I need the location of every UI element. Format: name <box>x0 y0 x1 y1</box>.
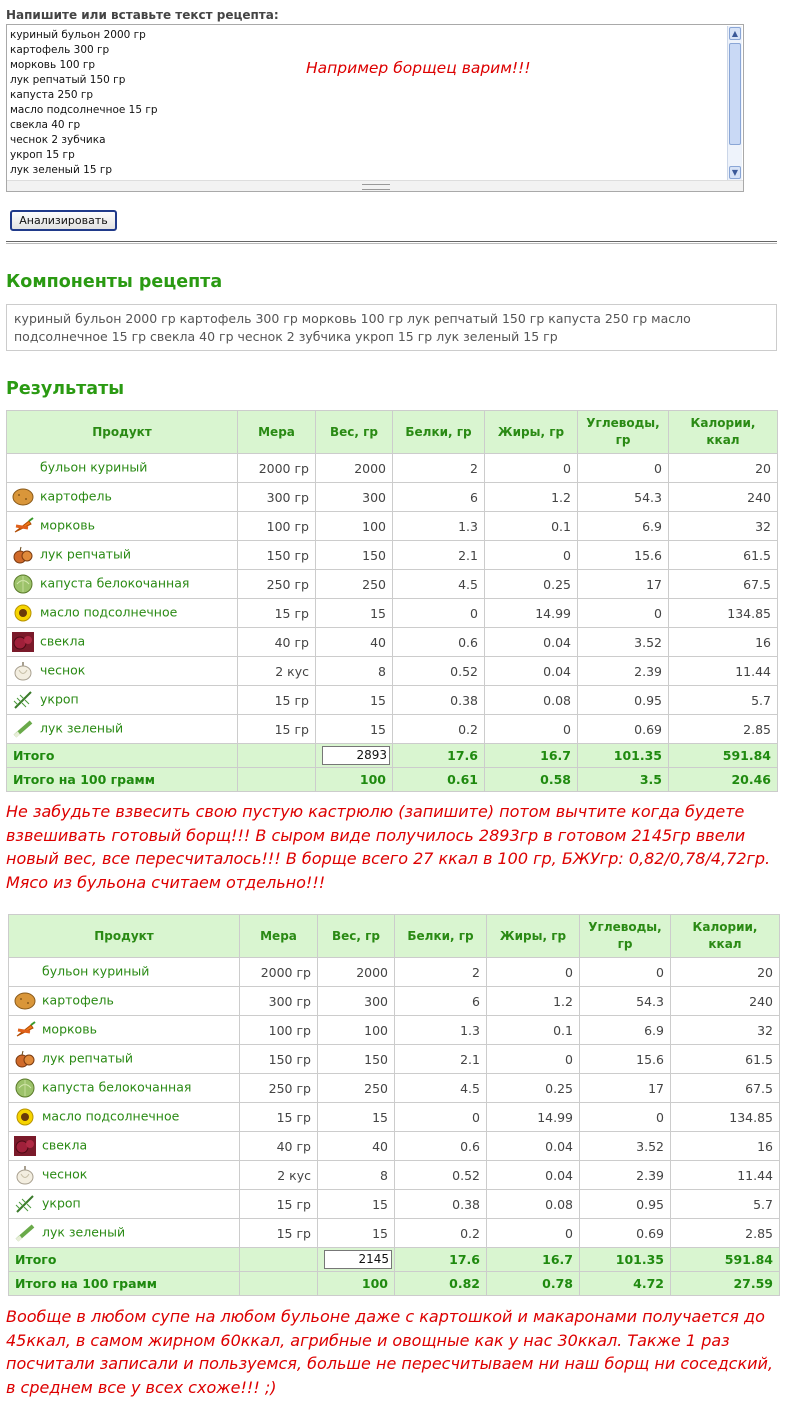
protein-cell: 0.2 <box>395 1219 487 1248</box>
product-cell <box>9 1219 240 1248</box>
note-1: Не забудьте взвесить свою пустую кастрюлю (запишите) потом вычтите когда будете взвешивать готовый борщ!!! В сыром виде получилось 2893гр в готовом 2145гр ввели новый вес, все пересчиталось!!! В борще всего 27 ккал в 100 гр, БЖУгр: 0,82/0,78/4,72гр. Мясо из бульона считаем отдельно!!! <box>6 802 771 892</box>
textarea-resize-grip[interactable] <box>7 180 743 191</box>
analyze-button[interactable]: Анализировать <box>10 210 117 231</box>
product-cell <box>9 1161 240 1190</box>
protein-cell: 4.5 <box>393 570 485 599</box>
dill-icon <box>14 1194 36 1214</box>
protein-cell: 0.52 <box>393 657 485 686</box>
scroll-down-icon[interactable]: ▼ <box>729 166 741 179</box>
recipe-line: свекла 40 гр <box>10 119 81 131</box>
protein-cell: 6 <box>395 987 487 1016</box>
carbs-cell: 0.95 <box>580 1190 671 1219</box>
kcal-cell: 2.85 <box>671 1219 780 1248</box>
carbs-cell: 54.3 <box>578 483 669 512</box>
kcal-cell: 240 <box>671 987 780 1016</box>
col-kcal-header: Калории, ккал <box>671 915 780 958</box>
weight-cell: 15 <box>318 1190 395 1219</box>
per100-kcal: 27.59 <box>671 1272 780 1296</box>
col-measure-header: Мера <box>240 915 318 958</box>
kcal-cell: 2.85 <box>669 715 778 744</box>
protein-cell: 4.5 <box>395 1074 487 1103</box>
kcal-cell: 32 <box>669 512 778 541</box>
fat-cell: 0.04 <box>487 1161 580 1190</box>
weight-cell: 250 <box>316 570 393 599</box>
fat-cell: 0 <box>487 1045 580 1074</box>
col-product-header: Продукт <box>9 915 240 958</box>
example-note: Например борщец варим!!! <box>306 59 531 77</box>
col-protein-header: Белки, гр <box>395 915 487 958</box>
protein-cell: 6 <box>393 483 485 512</box>
table-row <box>9 1074 780 1103</box>
cabbage-icon <box>12 574 34 594</box>
per100-label: Итого на 100 грамм <box>7 768 238 792</box>
table-row <box>9 1045 780 1074</box>
col-kcal-header: Калории, ккал <box>669 411 778 454</box>
fat-cell: 0.1 <box>487 1016 580 1045</box>
product-name-link[interactable]: укроп <box>42 1195 81 1211</box>
col-measure-header: Мера <box>238 411 316 454</box>
protein-cell: 0 <box>393 599 485 628</box>
table-row <box>9 987 780 1016</box>
per100-kcal: 20.46 <box>669 768 778 792</box>
carbs-cell: 15.6 <box>578 541 669 570</box>
product-name-link[interactable]: лук зеленый <box>40 720 124 736</box>
product-cell <box>7 483 238 512</box>
product-cell <box>9 987 240 1016</box>
table-row <box>9 958 780 987</box>
weight-cell: 15 <box>316 715 393 744</box>
carbs-cell: 0.69 <box>578 715 669 744</box>
protein-cell: 0.2 <box>393 715 485 744</box>
col-weight-header: Вес, гр <box>318 915 395 958</box>
divider <box>6 241 777 244</box>
product-name-link[interactable]: лук репчатый <box>40 546 132 562</box>
kcal-cell: 5.7 <box>671 1190 780 1219</box>
product-cell <box>7 541 238 570</box>
recipe-line: лук зеленый 15 гр <box>10 164 113 176</box>
weight-cell: 15 <box>318 1103 395 1132</box>
measure-cell: 2000 гр <box>240 958 318 987</box>
product-name-link[interactable]: капуста белокочанная <box>42 1079 192 1095</box>
product-cell <box>7 628 238 657</box>
kcal-cell: 11.44 <box>669 657 778 686</box>
total-kcal: 591.84 <box>669 744 778 768</box>
measure-cell: 2000 гр <box>238 454 316 483</box>
measure-cell: 250 гр <box>238 570 316 599</box>
sunflower-oil-icon <box>12 603 34 623</box>
product-cell <box>7 512 238 541</box>
recipe-line: масло подсолнечное 15 гр <box>10 104 158 116</box>
measure-cell: 15 гр <box>238 599 316 628</box>
protein-cell: 2 <box>395 958 487 987</box>
fat-cell: 0 <box>485 541 578 570</box>
product-name-link[interactable]: бульон куриный <box>40 459 148 475</box>
beet-icon <box>12 632 34 652</box>
recipe-input-label: Напишите или вставьте текст рецепта: <box>6 8 279 22</box>
carbs-cell: 2.39 <box>580 1161 671 1190</box>
product-name-link[interactable]: лук зеленый <box>42 1224 126 1240</box>
fat-cell: 0.08 <box>485 686 578 715</box>
kcal-cell: 240 <box>669 483 778 512</box>
fat-cell: 14.99 <box>485 599 578 628</box>
kcal-cell: 16 <box>669 628 778 657</box>
measure-cell: 100 гр <box>240 1016 318 1045</box>
product-cell <box>7 715 238 744</box>
product-name-link[interactable]: укроп <box>40 691 79 707</box>
measure-cell: 15 гр <box>238 686 316 715</box>
measure-cell: 250 гр <box>240 1074 318 1103</box>
per100-row <box>7 768 778 792</box>
garlic-icon <box>12 661 34 681</box>
measure-cell: 15 гр <box>240 1103 318 1132</box>
col-fat-header: Жиры, гр <box>487 915 580 958</box>
col-carbs-header: Углеводы, гр <box>580 915 671 958</box>
product-name-link[interactable]: морковь <box>40 517 95 533</box>
total-protein: 17.6 <box>395 1248 487 1272</box>
table-row <box>7 570 778 599</box>
sunflower-oil-icon <box>14 1107 36 1127</box>
fat-cell: 0 <box>487 958 580 987</box>
weight-cell: 40 <box>316 628 393 657</box>
protein-cell: 1.3 <box>393 512 485 541</box>
scroll-thumb[interactable] <box>729 43 741 145</box>
per100-fat: 0.78 <box>487 1272 580 1296</box>
protein-cell: 0.6 <box>393 628 485 657</box>
fat-cell: 0.1 <box>485 512 578 541</box>
protein-cell: 0.6 <box>395 1132 487 1161</box>
weight-cell: 2000 <box>318 958 395 987</box>
kcal-cell: 67.5 <box>671 1074 780 1103</box>
carbs-cell: 0 <box>580 1103 671 1132</box>
recipe-line: чеснок 2 зубчика <box>10 134 106 146</box>
recipe-line: укроп 15 гр <box>10 149 75 161</box>
weight-cell: 15 <box>316 686 393 715</box>
product-name-link[interactable]: картофель <box>42 992 114 1008</box>
measure-cell: 300 гр <box>240 987 318 1016</box>
weight-cell: 15 <box>318 1219 395 1248</box>
kcal-cell: 67.5 <box>669 570 778 599</box>
protein-cell: 0 <box>395 1103 487 1132</box>
carbs-cell: 6.9 <box>580 1016 671 1045</box>
recipe-line: лук репчатый 150 гр <box>10 74 126 86</box>
col-carbs-header: Углеводы, гр <box>578 411 669 454</box>
protein-cell: 0.38 <box>393 686 485 715</box>
total-kcal: 591.84 <box>671 1248 780 1272</box>
carbs-cell: 0 <box>580 958 671 987</box>
carbs-cell: 0.95 <box>578 686 669 715</box>
total-row <box>9 1248 780 1272</box>
total-weight-input[interactable]: 2893 <box>322 746 390 765</box>
green-onion-icon <box>12 719 34 739</box>
kcal-cell: 20 <box>669 454 778 483</box>
recipe-textarea-content[interactable] <box>10 28 726 180</box>
product-name-link[interactable]: чеснок <box>40 662 86 678</box>
product-name-link[interactable]: морковь <box>42 1021 97 1037</box>
weight-cell: 8 <box>318 1161 395 1190</box>
fat-cell: 0.25 <box>485 570 578 599</box>
total-carbs: 101.35 <box>580 1248 671 1272</box>
weight-cell: 300 <box>318 987 395 1016</box>
table-row <box>7 541 778 570</box>
carbs-cell: 0 <box>578 454 669 483</box>
table-row <box>7 686 778 715</box>
weight-cell: 250 <box>318 1074 395 1103</box>
weight-cell: 2000 <box>316 454 393 483</box>
total-fat: 16.7 <box>487 1248 580 1272</box>
measure-cell: 40 гр <box>238 628 316 657</box>
per100-protein: 0.82 <box>395 1272 487 1296</box>
results-table-2 <box>8 914 780 1296</box>
table-row <box>9 1190 780 1219</box>
results-title: Результаты <box>6 379 125 399</box>
results-table-1 <box>6 410 778 792</box>
measure-cell: 300 гр <box>238 483 316 512</box>
protein-cell: 2.1 <box>393 541 485 570</box>
carrot-icon <box>14 1020 36 1040</box>
table-row <box>9 1103 780 1132</box>
per100-weight: 100 <box>318 1272 395 1296</box>
measure-cell: 150 гр <box>238 541 316 570</box>
product-name-link[interactable]: картофель <box>40 488 112 504</box>
protein-cell: 2 <box>393 454 485 483</box>
measure-cell: 15 гр <box>240 1190 318 1219</box>
table-row <box>7 454 778 483</box>
total-row <box>7 744 778 768</box>
potato-icon <box>14 991 36 1011</box>
fat-cell: 1.2 <box>485 483 578 512</box>
components-text: куриный бульон 2000 гр картофель 300 гр морковь 100 гр лук репчатый 150 гр капуста 250 гр масло подсолнечное 15 гр свекла 40 гр чеснок 2 зубчика укроп 15 гр лук зеленый 15 гр <box>6 304 777 351</box>
kcal-cell: 20 <box>671 958 780 987</box>
carbs-cell: 54.3 <box>580 987 671 1016</box>
kcal-cell: 61.5 <box>671 1045 780 1074</box>
weight-cell: 15 <box>316 599 393 628</box>
carbs-cell: 15.6 <box>580 1045 671 1074</box>
col-weight-header: Вес, гр <box>316 411 393 454</box>
product-cell <box>7 570 238 599</box>
per100-weight: 100 <box>316 768 393 792</box>
fat-cell: 0 <box>485 454 578 483</box>
carbs-cell: 3.52 <box>580 1132 671 1161</box>
weight-cell: 100 <box>316 512 393 541</box>
protein-cell: 0.52 <box>395 1161 487 1190</box>
per100-carbs: 4.72 <box>580 1272 671 1296</box>
fat-cell: 0.08 <box>487 1190 580 1219</box>
carbs-cell: 0 <box>578 599 669 628</box>
protein-cell: 0.38 <box>395 1190 487 1219</box>
carrot-icon <box>12 516 34 536</box>
product-cell <box>7 454 238 483</box>
recipe-line: куриный бульон 2000 гр <box>10 29 146 41</box>
col-fat-header: Жиры, гр <box>485 411 578 454</box>
recipe-line: капуста 250 гр <box>10 89 94 101</box>
carbs-cell: 6.9 <box>578 512 669 541</box>
product-cell <box>9 1103 240 1132</box>
protein-cell: 1.3 <box>395 1016 487 1045</box>
weight-cell: 40 <box>318 1132 395 1161</box>
product-name-link[interactable]: чеснок <box>42 1166 88 1182</box>
fat-cell: 0.25 <box>487 1074 580 1103</box>
table-row <box>7 657 778 686</box>
col-protein-header: Белки, гр <box>393 411 485 454</box>
product-cell <box>9 1016 240 1045</box>
measure-cell: 2 кус <box>238 657 316 686</box>
per100-fat: 0.58 <box>485 768 578 792</box>
weight-cell: 8 <box>316 657 393 686</box>
carbs-cell: 17 <box>580 1074 671 1103</box>
table-row <box>7 715 778 744</box>
beet-icon <box>14 1136 36 1156</box>
measure-cell: 15 гр <box>240 1219 318 1248</box>
measure-cell: 15 гр <box>238 715 316 744</box>
kcal-cell: 32 <box>671 1016 780 1045</box>
weight-cell: 150 <box>316 541 393 570</box>
per100-protein: 0.61 <box>393 768 485 792</box>
product-cell <box>7 686 238 715</box>
product-name-link[interactable]: лук репчатый <box>42 1050 134 1066</box>
product-name-link[interactable]: масло подсолнечное <box>42 1108 180 1124</box>
table-row <box>7 512 778 541</box>
product-name-link[interactable]: масло подсолнечное <box>40 604 178 620</box>
total-fat: 16.7 <box>485 744 578 768</box>
table-row <box>7 483 778 512</box>
table-row <box>7 628 778 657</box>
table-row <box>9 1132 780 1161</box>
product-cell <box>7 599 238 628</box>
recipe-line: картофель 300 гр <box>10 44 110 56</box>
measure-cell: 40 гр <box>240 1132 318 1161</box>
kcal-cell: 5.7 <box>669 686 778 715</box>
product-cell <box>7 657 238 686</box>
dill-icon <box>12 690 34 710</box>
green-onion-icon <box>14 1223 36 1243</box>
table-row <box>7 599 778 628</box>
carbs-cell: 2.39 <box>578 657 669 686</box>
kcal-cell: 134.85 <box>671 1103 780 1132</box>
carbs-cell: 17 <box>578 570 669 599</box>
total-carbs: 101.35 <box>578 744 669 768</box>
weight-cell: 100 <box>318 1016 395 1045</box>
kcal-cell: 134.85 <box>669 599 778 628</box>
per100-label: Итого на 100 грамм <box>9 1272 240 1296</box>
weight-cell: 150 <box>318 1045 395 1074</box>
total-label: Итого <box>7 744 238 768</box>
product-cell <box>9 1190 240 1219</box>
fat-cell: 14.99 <box>487 1103 580 1132</box>
potato-icon <box>12 487 34 507</box>
weight-cell: 300 <box>316 483 393 512</box>
kcal-cell: 61.5 <box>669 541 778 570</box>
fat-cell: 1.2 <box>487 987 580 1016</box>
note-2: Вообще в любом супе на любом бульоне даже с картошкой и макаронами получается до 45ккал, в самом жирном 60ккал, агрибные и овощные как у нас 30ккал. Также 1 раз посчитали записали и пользуемся, больше не пересчитываем ни наш борщ ни соседский, в среднем все у всех схоже!!! ;) <box>6 1307 773 1397</box>
scroll-up-icon[interactable]: ▲ <box>729 27 741 40</box>
product-cell <box>9 1074 240 1103</box>
carbs-cell: 3.52 <box>578 628 669 657</box>
product-name-link[interactable]: бульон куриный <box>42 963 150 979</box>
product-cell <box>9 1045 240 1074</box>
onion-icon <box>12 545 34 565</box>
fat-cell: 0 <box>485 715 578 744</box>
total-label: Итого <box>9 1248 240 1272</box>
fat-cell: 0.04 <box>485 628 578 657</box>
table-row <box>9 1161 780 1190</box>
product-cell <box>9 1132 240 1161</box>
fat-cell: 0 <box>487 1219 580 1248</box>
total-protein: 17.6 <box>393 744 485 768</box>
table-row <box>9 1016 780 1045</box>
kcal-cell: 11.44 <box>671 1161 780 1190</box>
carbs-cell: 0.69 <box>580 1219 671 1248</box>
recipe-line: морковь 100 гр <box>10 59 96 71</box>
protein-cell: 2.1 <box>395 1045 487 1074</box>
kcal-cell: 16 <box>671 1132 780 1161</box>
onion-icon <box>14 1049 36 1069</box>
fat-cell: 0.04 <box>487 1132 580 1161</box>
textarea-scrollbar[interactable] <box>727 26 742 180</box>
product-cell <box>9 958 240 987</box>
per100-row <box>9 1272 780 1296</box>
per100-carbs: 3.5 <box>578 768 669 792</box>
product-name-link[interactable]: капуста белокочанная <box>40 575 190 591</box>
product-name-link[interactable]: свекла <box>40 633 86 649</box>
measure-cell: 100 гр <box>238 512 316 541</box>
total-weight-input[interactable]: 2145 <box>324 1250 392 1269</box>
cabbage-icon <box>14 1078 36 1098</box>
col-product-header: Продукт <box>7 411 238 454</box>
components-title: Компоненты рецепта <box>6 272 223 292</box>
product-name-link[interactable]: свекла <box>42 1137 88 1153</box>
garlic-icon <box>14 1165 36 1185</box>
measure-cell: 150 гр <box>240 1045 318 1074</box>
table-row <box>9 1219 780 1248</box>
measure-cell: 2 кус <box>240 1161 318 1190</box>
recipe-textarea[interactable] <box>6 24 744 192</box>
fat-cell: 0.04 <box>485 657 578 686</box>
